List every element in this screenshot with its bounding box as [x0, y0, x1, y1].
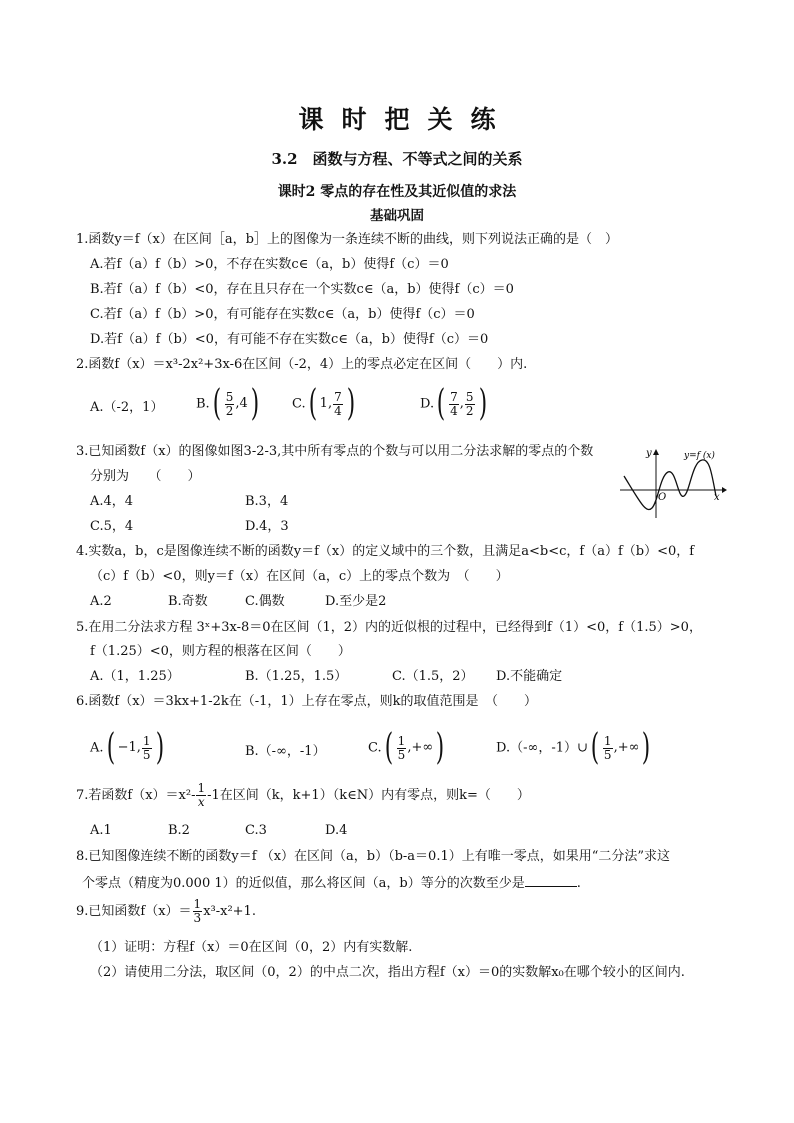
q3-function-graph: [618, 446, 730, 520]
graph-function-label: y=f (x): [684, 451, 715, 461]
q3-option-c: C.5，4: [90, 519, 134, 534]
q3-option-a: A.4，4: [90, 494, 134, 509]
q7-stem: 7.若函数f（x）＝x²- $\frac{1}{x}$ -1在区间（k，k+1）（k∈N）内有零点，则k=（ ）: [76, 781, 530, 809]
q2-option-c: C. ( 1, 7 4 ): [292, 383, 355, 424]
q5-stem-line2: f（1.25）<0，则方程的根落在区间（ ）: [90, 644, 351, 659]
section-heading: 3.2 函数与方程、不等式之间的关系: [271, 150, 523, 168]
q1-option-a: A.若f（a）f（b）>0，不存在实数c∈（a，b）使得f（c）＝0: [90, 257, 449, 272]
q5-option-b: B.（1.25，1.5）: [245, 669, 348, 684]
q5-option-a: A.（1，1.25）: [90, 669, 180, 684]
q5-stem-line1: 5.在用二分法求方程 3ˣ+3x-8＝0在区间（1，2）内的近似根的过程中，已经得到f（1）<0，f（1.5）>0，: [76, 620, 702, 635]
q4-option-b: B.奇数: [168, 594, 208, 609]
q1-option-b: B.若f（a）f（b）<0，存在且只存在一个实数c∈（a，b）使得f（c）＝0: [90, 282, 514, 297]
page-title: 课时把关练: [298, 105, 514, 134]
graph-origin-label: O: [658, 492, 667, 503]
q6-stem: 6.函数f（x）＝3kx+1-2k在（-1，1）上存在零点，则k的取值范围是 （ ）: [76, 694, 538, 709]
q7-option-d: D.4: [325, 823, 348, 838]
q1-option-c: C.若f（a）f（b）>0，有可能存在实数c∈（a，b）使得f（c）＝0: [90, 307, 475, 322]
q9-stem: 9.已知函数f（x）＝ $\frac{1}{3}$ x³-x²+1.: [76, 897, 256, 925]
q9-part2: （2）请使用二分法，取区间（0，2）的中点二次，指出方程f（x）＝0的实数解x₀在哪个较小的区间内.: [90, 965, 685, 980]
q4-option-a: A.2: [90, 594, 112, 609]
q7-option-a: A.1: [90, 823, 112, 838]
q7-option-c: C.3: [245, 823, 267, 838]
q2-option-d: D. ( 7 4 , 5 2 ): [420, 383, 487, 424]
q6-option-c: C. ( 1 5 ,+∞ ): [368, 727, 445, 768]
level-heading: 基础巩固: [370, 208, 424, 224]
q3-option-b: B.3，4: [245, 494, 289, 509]
q3-stem-line1: 3.已知函数f（x）的图像如图3-2-3,其中所有零点的个数与可以用二分法求解的零点的个数: [76, 444, 594, 459]
q8-answer-blank: [525, 874, 577, 887]
q4-stem-line1: 4.实数a，b，c是图像连续不断的函数y＝f（x）的定义域中的三个数，且满足a<b<c，f（a）f（b）<0，f: [76, 544, 695, 559]
q4-stem-line2: （c）f（b）<0，则y＝f（x）在区间（a，c）上的零点个数为 （ ）: [90, 569, 509, 584]
q6-option-d: D.（-∞，-1）∪ ( 1 5 ,+∞ ): [496, 727, 651, 768]
q6-option-a: A. ( −1, 1 5 ): [90, 727, 164, 768]
graph-y-label: y: [646, 448, 652, 459]
q5-option-c: C.（1.5，2）: [392, 669, 474, 684]
q1-option-d: D.若f（a）f（b）<0，有可能不存在实数c∈（a，b）使得f（c）＝0: [90, 332, 489, 347]
lesson-heading: 课时2 零点的存在性及其近似值的求法: [277, 184, 517, 200]
q3-stem-line2: 分别为 （ ）: [90, 469, 201, 484]
q4-option-d: D.至少是2: [325, 594, 387, 609]
q2-option-a: A.（-2，1）: [90, 400, 164, 415]
q6-option-b: B.（-∞，-1）: [245, 744, 326, 759]
q9-part1: （1）证明：方程f（x）＝0在区间（0，2）内有实数解.: [90, 940, 413, 955]
q2-stem: 2.函数f（x）＝x³-2x²+3x-6在区间（-2，4）上的零点必定在区间（ ）内.: [76, 357, 528, 372]
q5-option-d: D.不能确定: [496, 669, 563, 684]
q3-option-d: D.4，3: [245, 519, 289, 534]
q8-stem-line1: 8.已知图像连续不断的函数y＝f （x）在区间（a，b）（b-a＝0.1）上有唯一零点，如果用“二分法”求这: [76, 849, 671, 864]
q8-stem-line2: 个零点（精度为0.000 1）的近似值，那么将区间（a，b）等分的次数至少是 .: [82, 876, 581, 891]
q4-option-c: C.偶数: [245, 594, 285, 609]
graph-x-label: x: [714, 492, 720, 503]
q2-option-b: B. ( 5 2 ,4 ): [196, 383, 260, 424]
q7-option-b: B.2: [168, 823, 190, 838]
q1-stem: 1.函数y＝f（x）在区间［a，b］上的图像为一条连续不断的曲线，则下列说法正确的是（ ）: [76, 232, 618, 247]
